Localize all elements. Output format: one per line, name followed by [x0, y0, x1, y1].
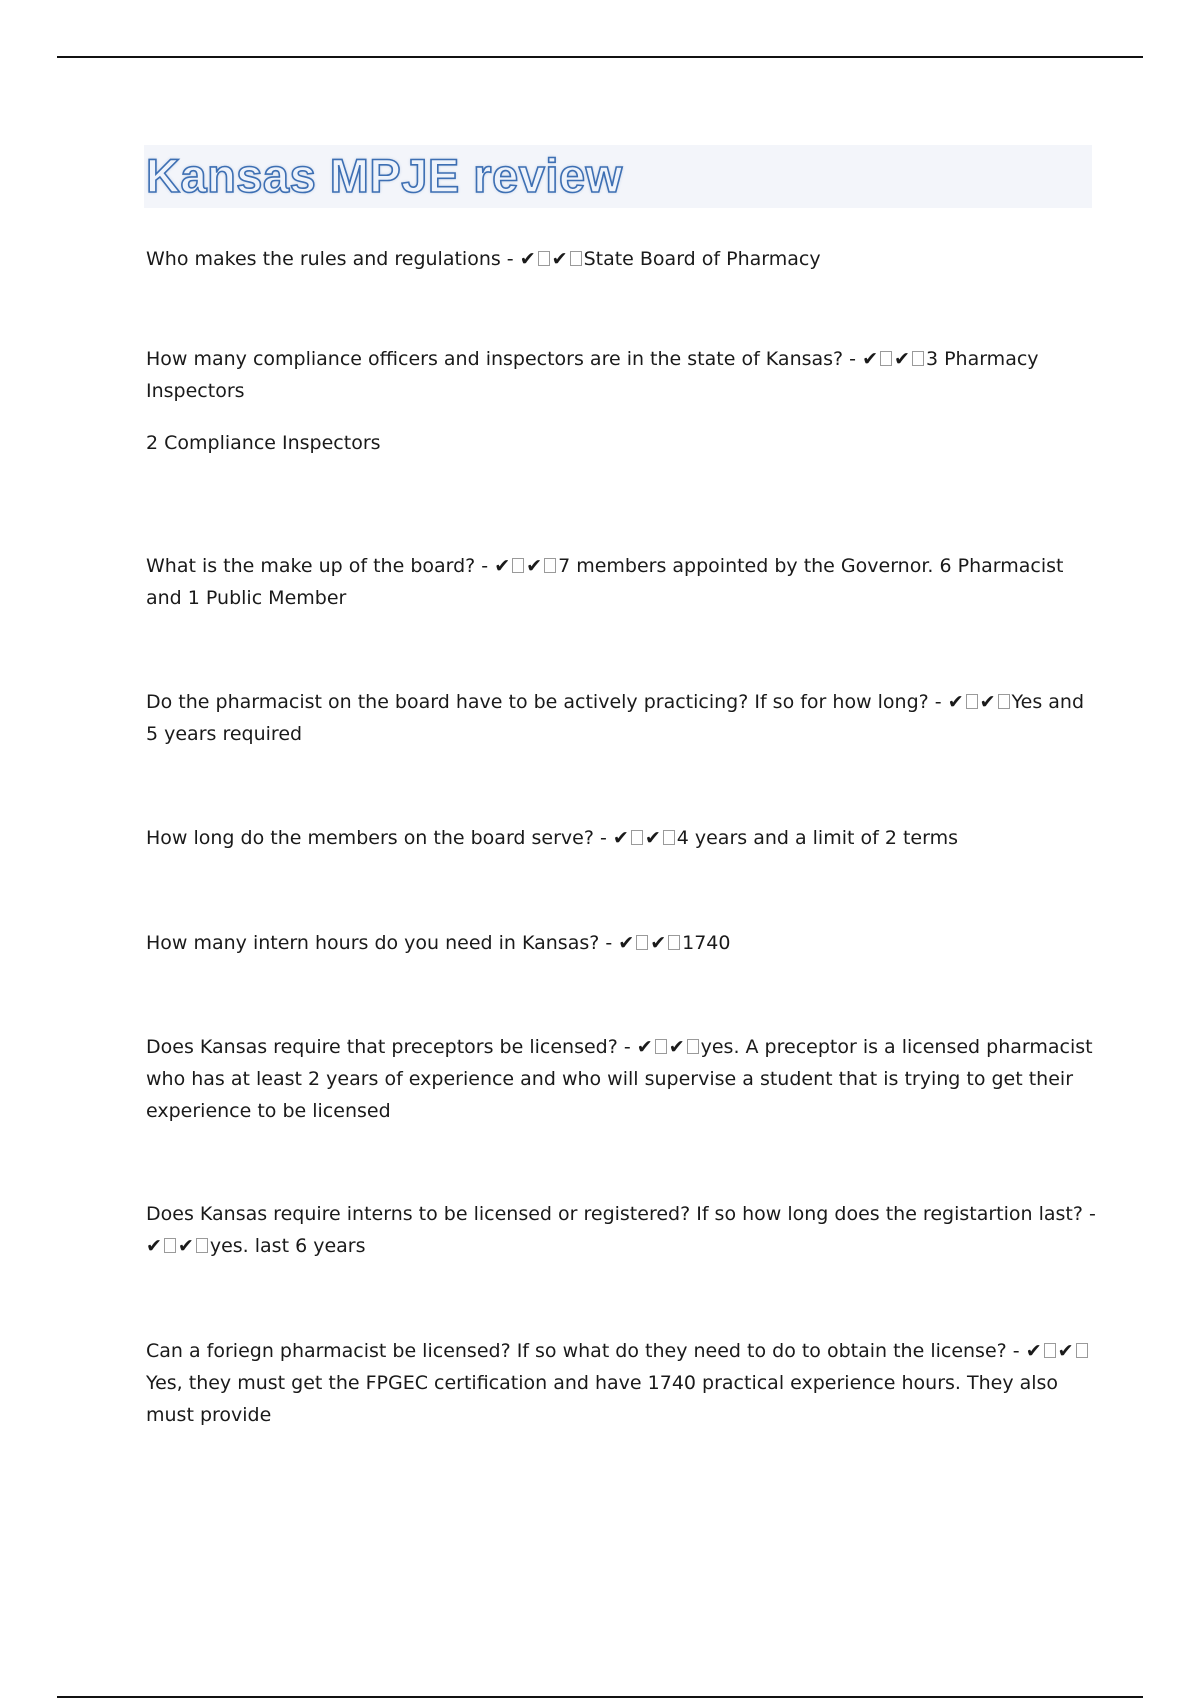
answer-text: Yes and 5 years required [146, 691, 1085, 745]
document-title: Kansas MPJE review [146, 149, 623, 202]
qa-text [146, 1031, 1096, 1127]
qa-item-9 [146, 1335, 1096, 1431]
question-text: How many intern hours do you need in Kansas? - [146, 932, 613, 954]
check-icon: ✔ [618, 932, 635, 954]
qa-text [146, 686, 1096, 750]
check-icon: ✔ [947, 691, 964, 713]
box-icon [655, 1039, 667, 1054]
question-text: Does Kansas require interns to be licensed or registered? If so how long does the registartion last? - [146, 1203, 1096, 1225]
box-icon [663, 830, 675, 845]
answer-text: yes. last 6 years [209, 1235, 366, 1257]
box-icon [196, 1238, 208, 1253]
check-icon: ✔ [1025, 1340, 1042, 1362]
box-icon [164, 1238, 176, 1253]
box-icon [636, 935, 648, 950]
answer-extra: 2 Compliance Inspectors [146, 432, 381, 454]
question-text: Who makes the rules and regulations - [146, 248, 514, 270]
check-icon: ✔ [636, 1036, 653, 1058]
answer-text: Yes, they must get the FPGEC certification and have 1740 practical experience hours. They also must provide [146, 1372, 1059, 1426]
qa-text [146, 927, 1096, 959]
qa-item-8 [146, 1198, 1096, 1262]
qa-item-4 [146, 686, 1096, 750]
answer-text: 1740 [682, 932, 731, 954]
question-text: Do the pharmacist on the board have to be actively practicing? If so for how long? - [146, 691, 942, 713]
check-icon: ✔ [612, 827, 629, 849]
check-icon: ✔ [177, 1235, 194, 1257]
qa-item-5 [146, 822, 1096, 854]
answer-text: yes. A preceptor is a licensed pharmacist who has at least 2 years of experience and who will supervise a student that is trying to get their experience to be licensed [146, 1036, 1093, 1122]
box-icon [1044, 1343, 1056, 1358]
box-icon [538, 251, 550, 266]
box-icon [544, 558, 556, 573]
check-icon: ✔ [526, 555, 543, 577]
check-icon: ✔ [146, 1235, 162, 1257]
check-icon: ✔ [519, 248, 536, 270]
box-icon [512, 558, 524, 573]
qa-item-2 [146, 343, 1096, 459]
answer-text: State Board of Pharmacy [583, 248, 821, 270]
check-icon: ✔ [1057, 1340, 1074, 1362]
box-icon [912, 351, 924, 366]
question-text: Can a foriegn pharmacist be licensed? If so what do they need to do to obtain the license? - [146, 1340, 1020, 1362]
qa-item-1 [146, 243, 1096, 275]
box-icon [1076, 1343, 1088, 1358]
check-icon: ✔ [551, 248, 568, 270]
question-text: How many compliance officers and inspectors are in the state of Kansas? - [146, 348, 857, 370]
qa-item-6 [146, 927, 1096, 959]
question-text: Does Kansas require that preceptors be licensed? - [146, 1036, 631, 1058]
box-icon [998, 694, 1010, 709]
qa-text [146, 243, 1096, 275]
qa-item-3 [146, 550, 1096, 614]
check-icon: ✔ [862, 348, 879, 370]
check-icon: ✔ [650, 932, 667, 954]
box-icon [880, 351, 892, 366]
qa-text [146, 550, 1096, 614]
box-icon [570, 251, 582, 266]
check-icon: ✔ [494, 555, 511, 577]
answer-text: 3 Pharmacy Inspectors [146, 348, 1039, 402]
box-icon [687, 1039, 699, 1054]
answer-text: 7 members appointed by the Governor. 6 Pharmacist and 1 Public Member [146, 555, 1064, 609]
box-icon [668, 935, 680, 950]
qa-text [146, 1198, 1096, 1262]
question-text: How long do the members on the board serve? - [146, 827, 607, 849]
footer-rule [57, 1696, 1143, 1698]
qa-text [146, 343, 1096, 407]
question-text: What is the make up of the board? - [146, 555, 489, 577]
box-icon [966, 694, 978, 709]
qa-item-7 [146, 1031, 1096, 1127]
qa-text [146, 1335, 1096, 1431]
qa-text [146, 822, 1096, 854]
check-icon: ✔ [644, 827, 661, 849]
check-icon: ✔ [979, 691, 996, 713]
check-icon: ✔ [668, 1036, 685, 1058]
header-rule [57, 56, 1143, 58]
check-icon: ✔ [894, 348, 910, 370]
box-icon [631, 830, 643, 845]
answer-text: 4 years and a limit of 2 terms [676, 827, 958, 849]
